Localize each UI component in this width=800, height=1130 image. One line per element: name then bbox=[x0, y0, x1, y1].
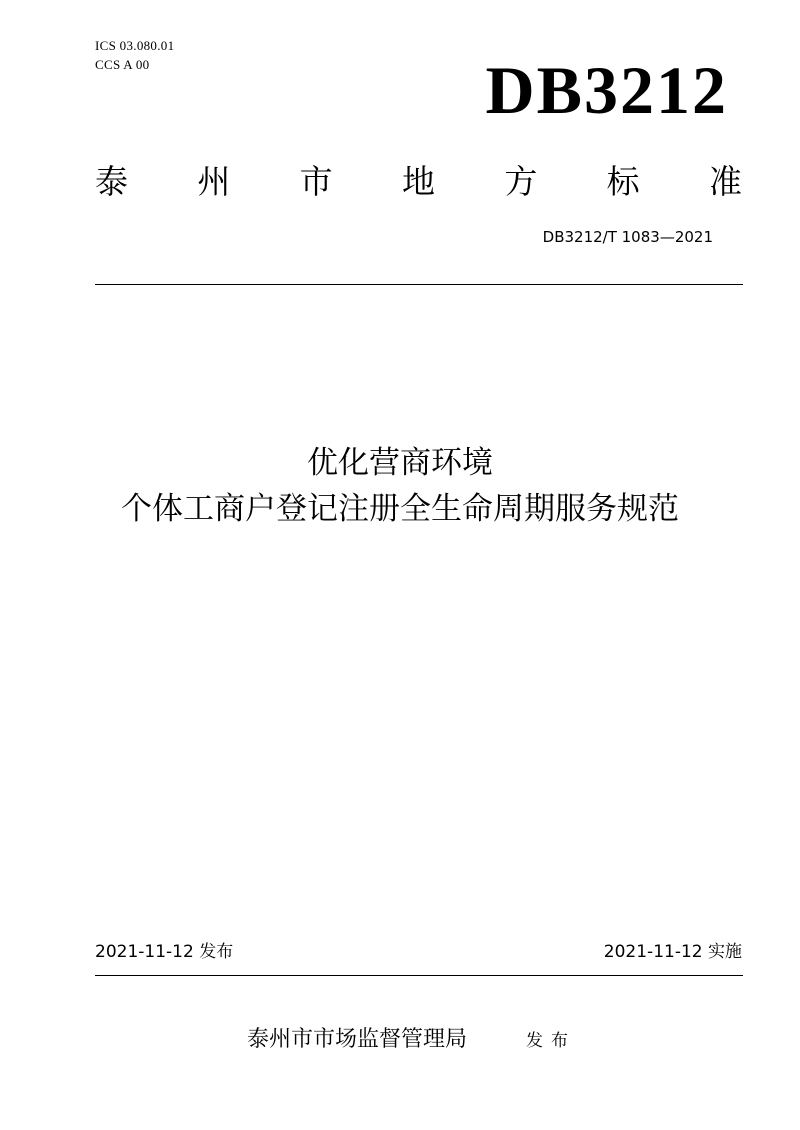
document-title bbox=[0, 440, 800, 532]
standard-code-mark: DB3212 bbox=[485, 52, 728, 128]
standard-type-char: 地 bbox=[401, 162, 435, 201]
standard-type-char: 州 bbox=[197, 162, 231, 201]
release-date: 2021-11-12 发布 bbox=[95, 942, 234, 962]
standard-type-heading bbox=[95, 160, 742, 204]
standard-number: DB3212/T 1083—2021 bbox=[542, 228, 713, 246]
standard-type-char: 准 bbox=[708, 162, 742, 201]
publisher-name: 泰州市市场监督管理局 bbox=[247, 1027, 468, 1052]
ccs-code: CCS A 00 bbox=[95, 57, 150, 72]
classification-codes bbox=[95, 36, 174, 74]
title-line-2: 个体工商户登记注册全生命周期服务规范 bbox=[121, 491, 679, 527]
top-divider bbox=[95, 284, 743, 285]
implementation-date: 2021-11-12 实施 bbox=[603, 942, 742, 962]
standard-type-char: 方 bbox=[504, 162, 538, 201]
title-line-1: 优化营商环境 bbox=[307, 445, 493, 481]
bottom-divider bbox=[95, 975, 743, 976]
standard-type-char: 市 bbox=[299, 162, 333, 201]
standard-type-char: 标 bbox=[606, 162, 640, 201]
publisher-action: 发布 bbox=[526, 1031, 576, 1051]
ics-code: ICS 03.080.01 bbox=[95, 38, 175, 53]
standard-type-char: 泰 bbox=[95, 162, 128, 201]
